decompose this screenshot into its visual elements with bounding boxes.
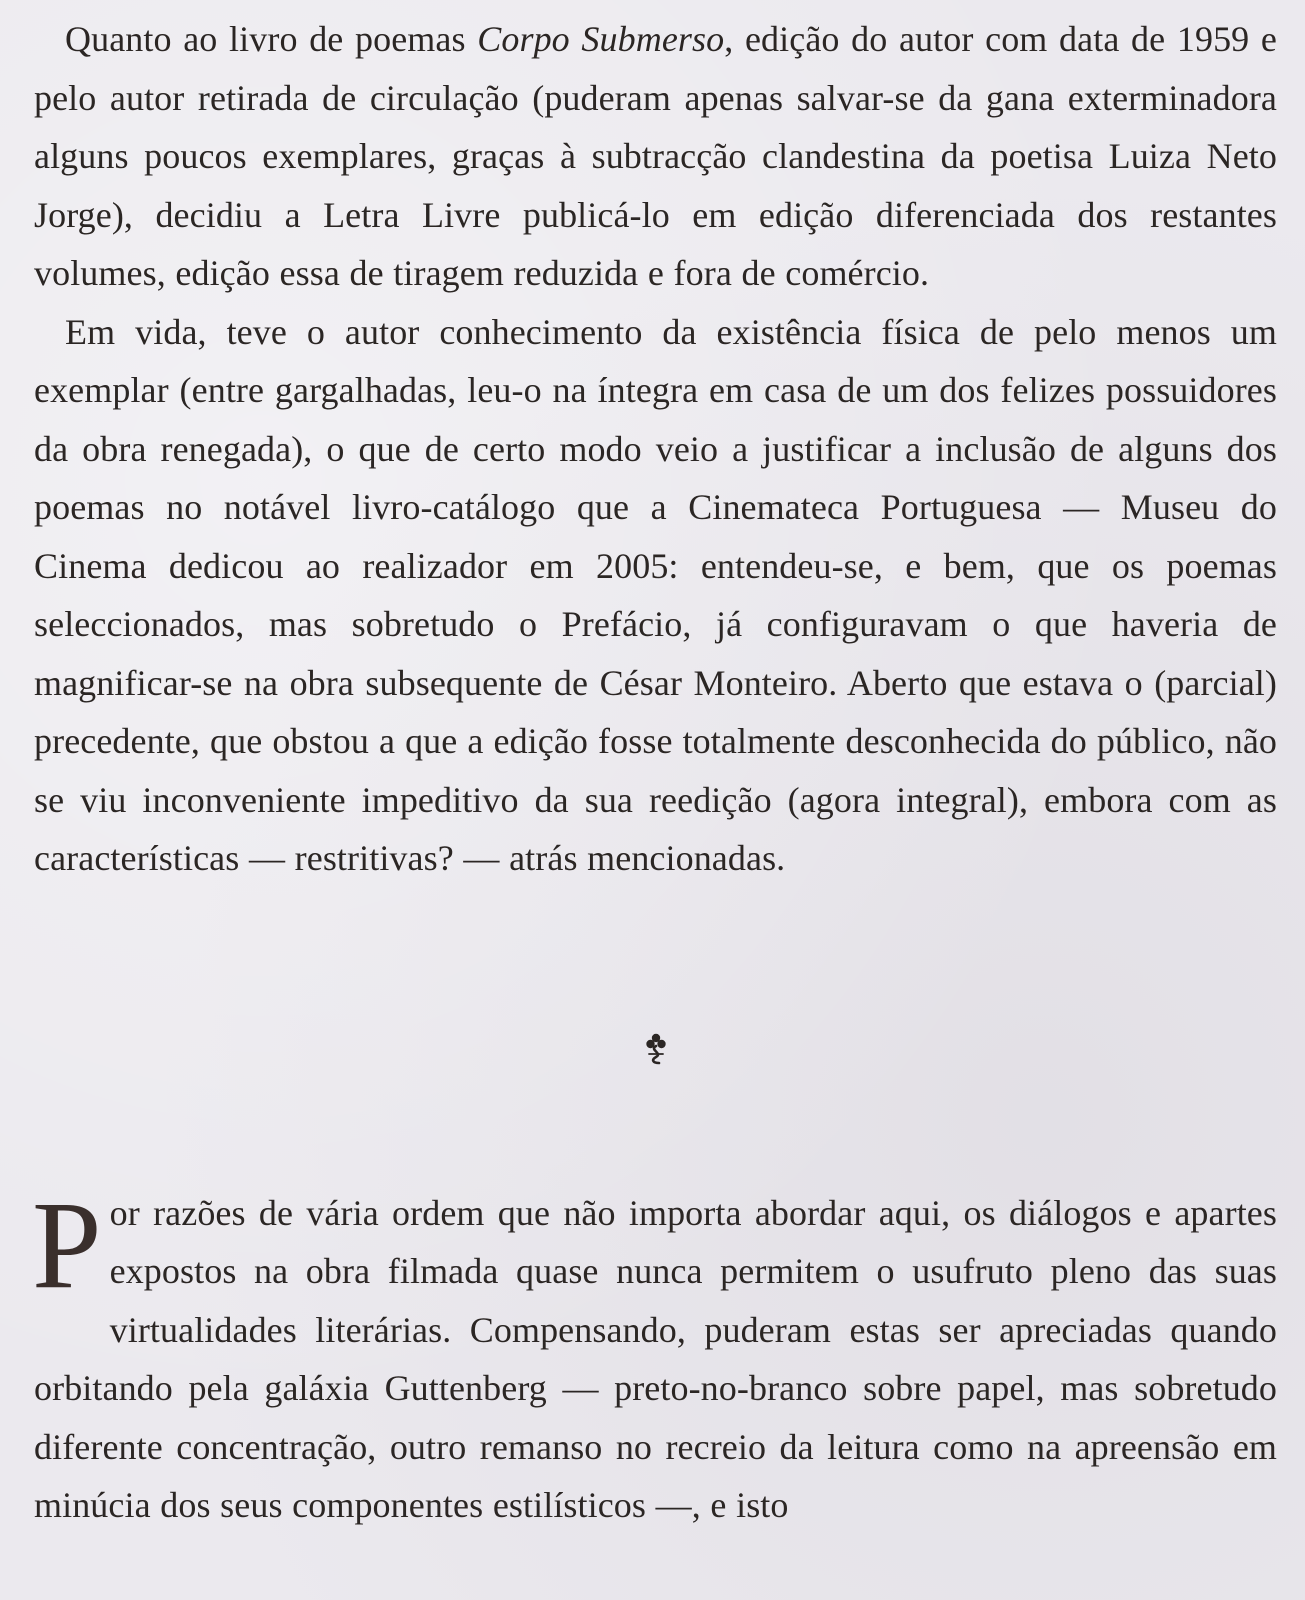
drop-cap-letter: P bbox=[32, 1176, 102, 1315]
paragraph-1-text-end: , edição do autor com data de 1959 e pelo autor retirada de circulação (puderam apenas salvar-se da gana exterminadora alguns poucos exemplares, graças à subtracção clandestina da poetisa Luiza Neto Jorge), decidiu a Letra Livre publicá-lo em edição diferenciada dos restantes volumes, edição essa de tiragem reduzida e fora de comércio. bbox=[34, 19, 1278, 293]
book-title-italic: Corpo Submerso bbox=[477, 19, 725, 59]
paragraph-1-text-start: Quanto ao livro de poemas bbox=[65, 19, 478, 59]
section-ornament bbox=[34, 1026, 1277, 1066]
paragraph-corpo-submerso bbox=[34, 10, 1277, 303]
paragraph-em-vida: Em vida, teve o autor conhecimento da existência física de pelo menos um exemplar (entre gargalhadas, leu-o na íntegra em casa de um dos felizes possuidores da obra renegada), o que de certo modo veio a justificar a inclusão de alguns dos poemas no notável livro-catálogo que a Cinemateca Portuguesa — Museu do Cinema dedicou ao realizador em 2005: entendeu-se, e bem, que os poemas seleccionados, mas sobretudo o Prefácio, já configuravam o que haveria de magnificar-se na obra subsequente de César Monteiro. Aberto que estava o (parcial) precedente, que obstou a que a edição fosse totalmente desconhecida do público, não se viu inconveniente impeditivo da sua reedição (agora integral), embora com as características — restritivas? — atrás mencionadas. bbox=[34, 311, 1277, 878]
paragraph-por-razoes bbox=[32, 1176, 1277, 1535]
paragraph-3-text: or razões de vária ordem que não importa abordar aqui, os diálogos e apartes expostos na obra filmada quase nunca permitem o usufruto pleno das suas virtualidades literárias. Compensando, puderam estas ser apreciadas quando orbitando pela galáxia Guttenberg — preto-no-branco sobre papel, mas sobretudo diferente concentração, outro remanso no recreio da leitura como na apreensão em minúcia dos seus componentes estilísticos —, e isto bbox=[34, 1192, 1277, 1525]
fleuron-icon bbox=[643, 1023, 669, 1068]
